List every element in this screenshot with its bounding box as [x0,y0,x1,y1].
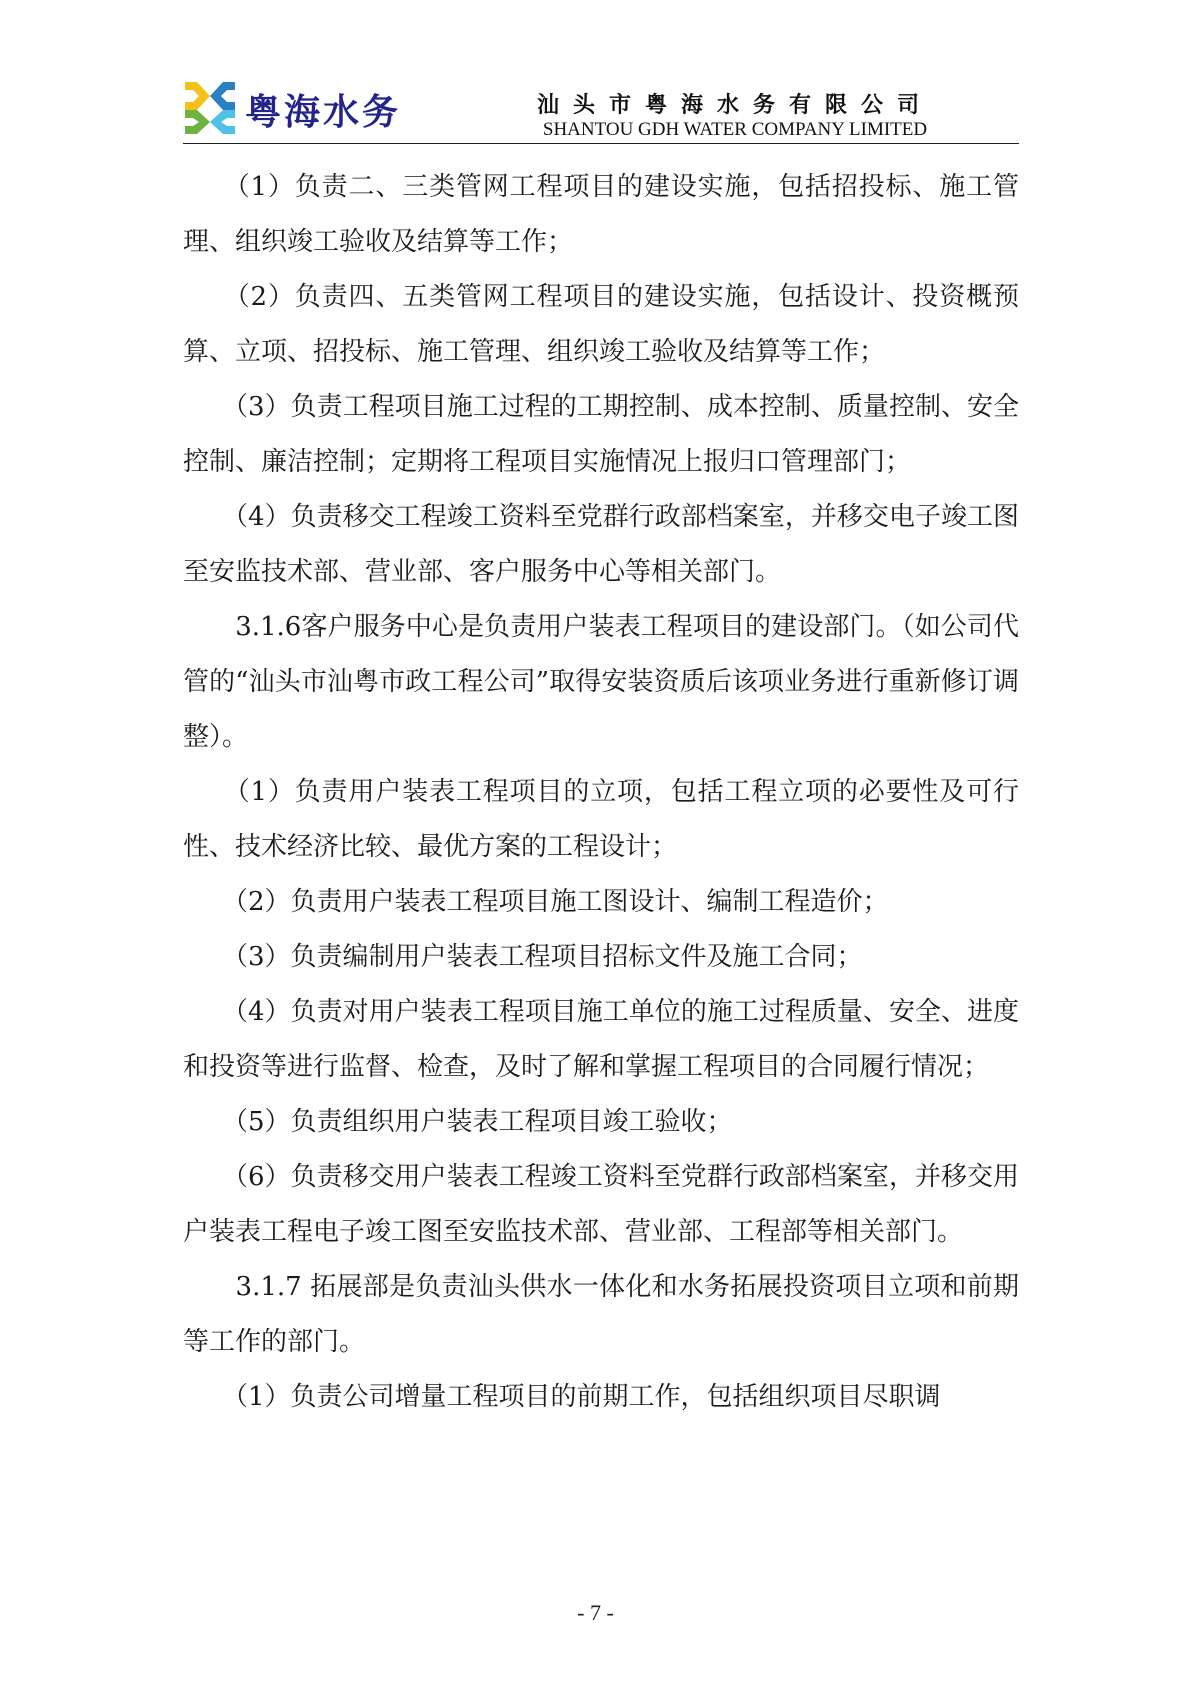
paragraph: （3）负责工程项目施工过程的工期控制、成本控制、质量控制、安全控制、廉洁控制；定期将工程项目实施情况上报归口管理部门； [183,392,1019,477]
paragraph: （1）负责二、三类管网工程项目的建设实施，包括招投标、施工管理、组织竣工验收及结算等工作； [183,172,1019,257]
paragraph: （5）负责组织用户装表工程项目竣工验收； [183,1107,733,1137]
company-name-chinese: 汕头市粤海水务有限公司 [536,93,933,118]
paragraph: （2）负责用户装表工程项目施工图设计、编制工程造价； [183,887,889,917]
paragraph: （2）负责四、五类管网工程项目的建设实施，包括设计、投资概预算、立项、招投标、施工管理、组织竣工验收及结算等工作； [183,282,1019,367]
company-logo-icon [183,80,237,136]
header-divider [183,143,1019,144]
paragraph: （1）负责公司增量工程项目的前期工作，包括组织项目尽职调 [183,1382,941,1412]
document-body [183,160,1019,1425]
section-paragraph: 3.1.6客户服务中心是负责用户装表工程项目的建设部门。（如公司代管的“汕头市汕粤市政工程公司”取得安装资质后该项业务进行重新修订调整）。 [183,612,1019,752]
page-header [183,76,1019,144]
page-number: - 7 - [577,1600,614,1625]
paragraph: （4）负责对用户装表工程项目施工单位的施工过程质量、安全、进度和投资等进行监督、检查，及时了解和掌握工程项目的合同履行情况； [183,997,1019,1082]
paragraph: （6）负责移交用户装表工程竣工资料至党群行政部档案室，并移交用户装表工程电子竣工图至安监技术部、营业部、工程部等相关部门。 [183,1162,1019,1247]
paragraph: （1）负责用户装表工程项目的立项，包括工程立项的必要性及可行性、技术经济比较、最优方案的工程设计； [183,777,1019,862]
company-name-english: SHANTOU GDH WATER COMPANY LIMITED [542,119,928,140]
section-paragraph: 3.1.7 拓展部是负责汕头供水一体化和水务拓展投资项目立项和前期等工作的部门。 [183,1272,1019,1357]
paragraph: （3）负责编制用户装表工程项目招标文件及施工合同； [183,942,863,972]
paragraph: （4）负责移交工程竣工资料至党群行政部档案室，并移交电子竣工图至安监技术部、营业部、客户服务中心等相关部门。 [183,502,1019,587]
logo-text: 粤海水务 [245,92,402,133]
